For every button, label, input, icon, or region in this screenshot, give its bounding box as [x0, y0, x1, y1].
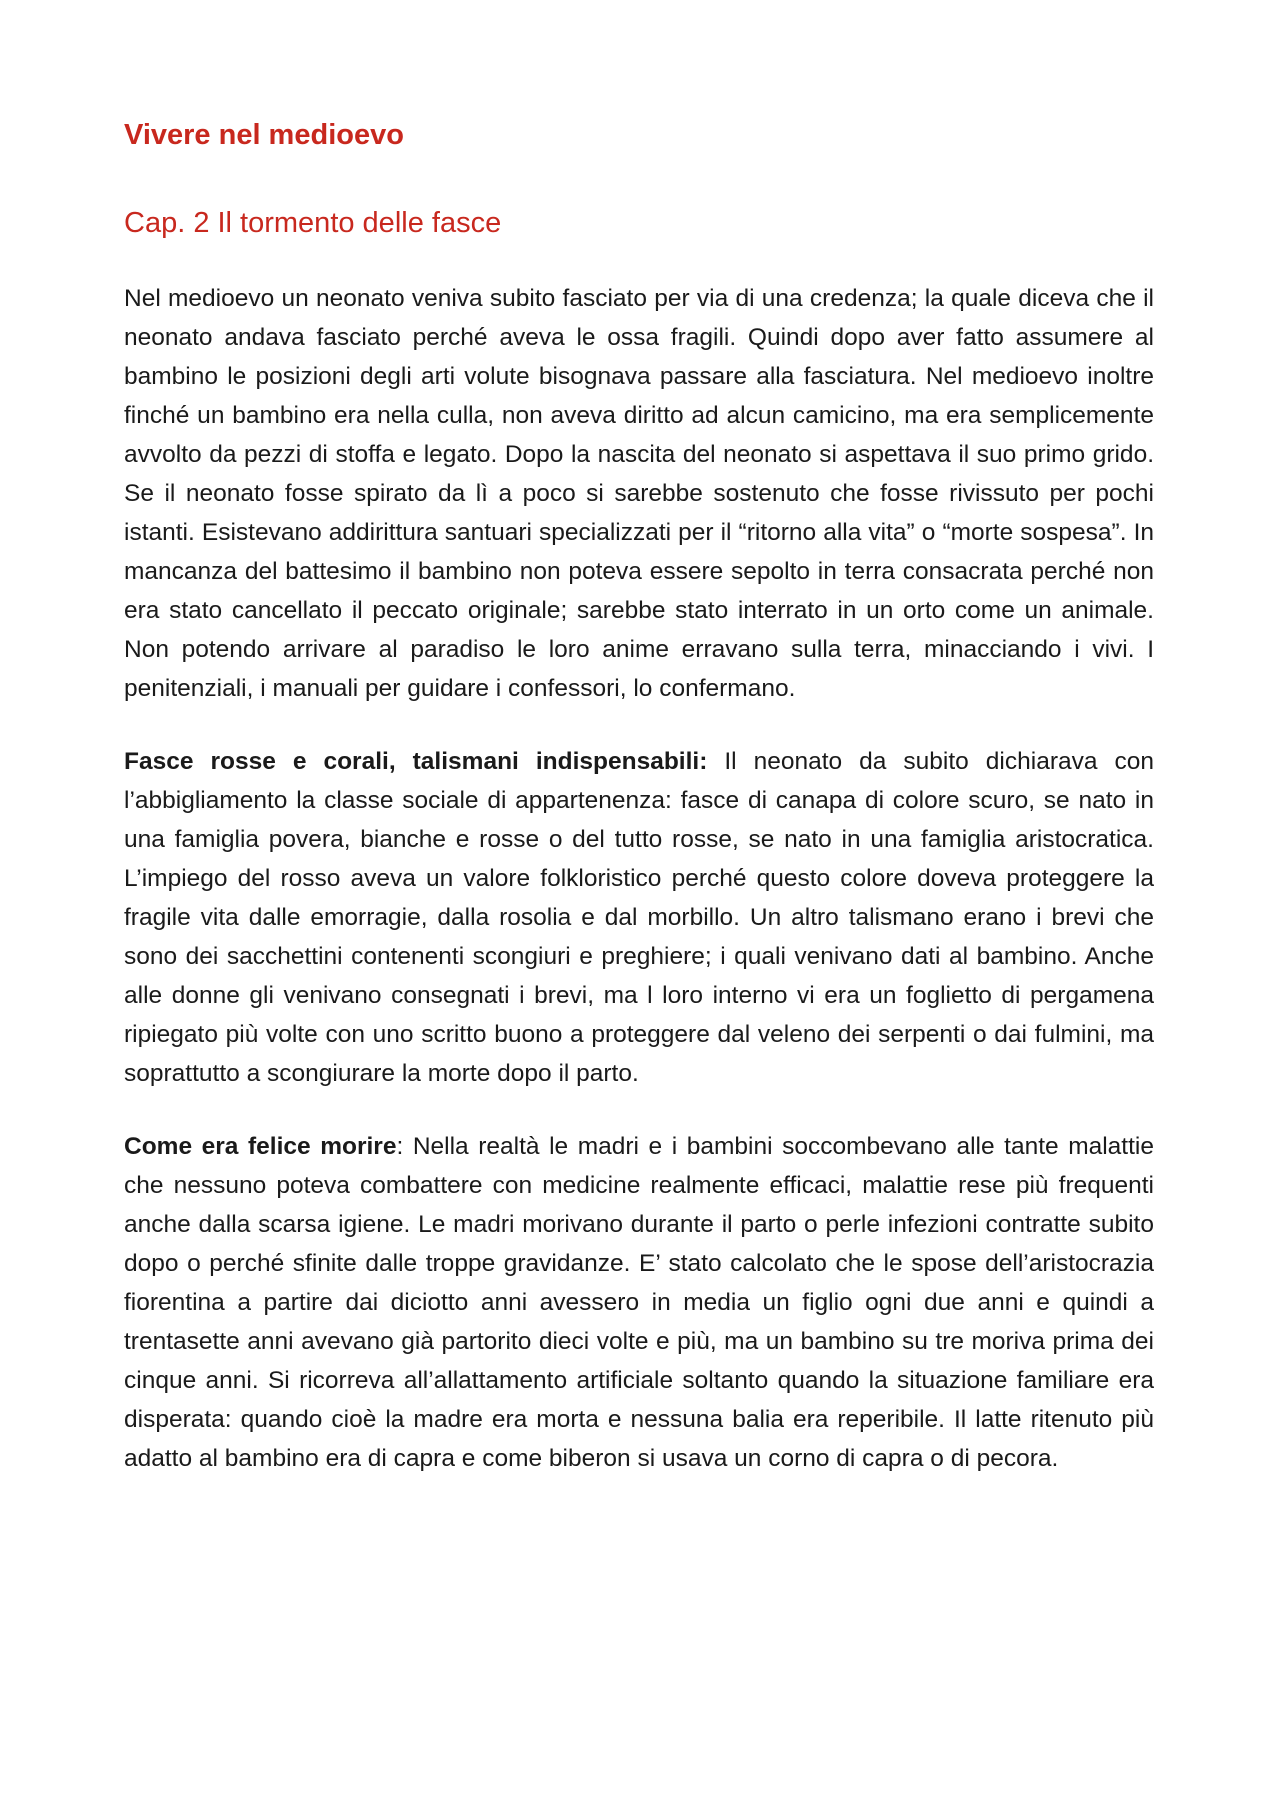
paragraph-fasce-rosse-lead: Fasce rosse e corali, talismani indispensabili:: [124, 747, 708, 775]
chapter-title: Cap. 2 Il tormento delle fasce: [124, 206, 502, 239]
paragraph-fasce-rosse-body: Il neonato da subito dichiarava con l’abbigliamento la classe sociale di appartenenza: fasce di canapa di colore scuro, se nato in una famiglia povera, bianche e rosse o del tutto rosse, se nato in una famiglia aristocratica. L’impiego del rosso aveva un valore folkloristico perché questo colore doveva proteggere la fragile vita dalle emorragie, dalla rosolia e dal morbillo. Un altro talismano erano i brevi che sono dei sacchettini contenenti scongiuri e preghiere; i quali venivano dati al bambino. Anche alle donne gli venivano consegnati i brevi, ma l loro interno vi era un foglietto di pergamena ripiegato più volte con uno scritto buono a proteggere dal veleno dei serpenti o dai fulmini, ma soprattutto a scongiurare la morte dopo il parto.: [124, 747, 1154, 1087]
paragraph-felice-morire-lead: Come era felice morire: [124, 1132, 397, 1160]
document-title: Vivere nel medioevo: [124, 119, 404, 151]
paragraph-felice-morire-body: : Nella realtà le madri e i bambini soccombevano alle tante malattie che nessuno poteva combattere con medicine realmente efficaci, malattie rese più frequenti anche dalla scarsa igiene. Le madri morivano durante il parto o perle infezioni contratte subito dopo o perché sfinite dalle troppe gravidanze. E’ stato calcolato che le spose dell’aristocrazia fiorentina a partire dai diciotto anni avessero in media un figlio ogni due anni e quindi a trentasette anni avevano già partorito dieci volte e più, ma un bambino su tre moriva prima dei cinque anni. Si ricorreva all’allattamento artificiale soltanto quando la situazione familiare era disperata: quando cioè la madre era morta e nessuna balia era reperibile. Il latte ritenuto più adatto al bambino era di capra e come biberon si usava un corno di capra o di pecora.: [124, 1132, 1154, 1472]
document-page: [124, 118, 1154, 1478]
paragraph-felice-morire: [124, 1127, 1154, 1478]
paragraph-fasce-rosse: [124, 742, 1154, 1093]
paragraph-intro: [124, 279, 1154, 708]
paragraph-intro-body: Nel medioevo un neonato veniva subito fasciato per via di una credenza; la quale diceva che il neonato andava fasciato perché aveva le ossa fragili. Quindi dopo aver fatto assumere al bambino le posizioni degli arti volute bisognava passare alla fasciatura. Nel medioevo inoltre finché un bambino era nella culla, non aveva diritto ad alcun camicino, ma era semplicemente avvolto da pezzi di stoffa e legato. Dopo la nascita del neonato si aspettava il suo primo grido. Se il neonato fosse spirato da lì a poco si sarebbe sostenuto che fosse rivissuto per pochi istanti. Esistevano addirittura santuari specializzati per il “ritorno alla vita” o “morte sospesa”. In mancanza del battesimo il bambino non poteva essere sepolto in terra consacrata perché non era stato cancellato il peccato originale; sarebbe stato interrato in un orto come un animale. Non potendo arrivare al paradiso le loro anime erravano sulla terra, minacciando i vivi. I penitenziali, i manuali per guidare i confessori, lo confermano.: [124, 284, 1154, 702]
